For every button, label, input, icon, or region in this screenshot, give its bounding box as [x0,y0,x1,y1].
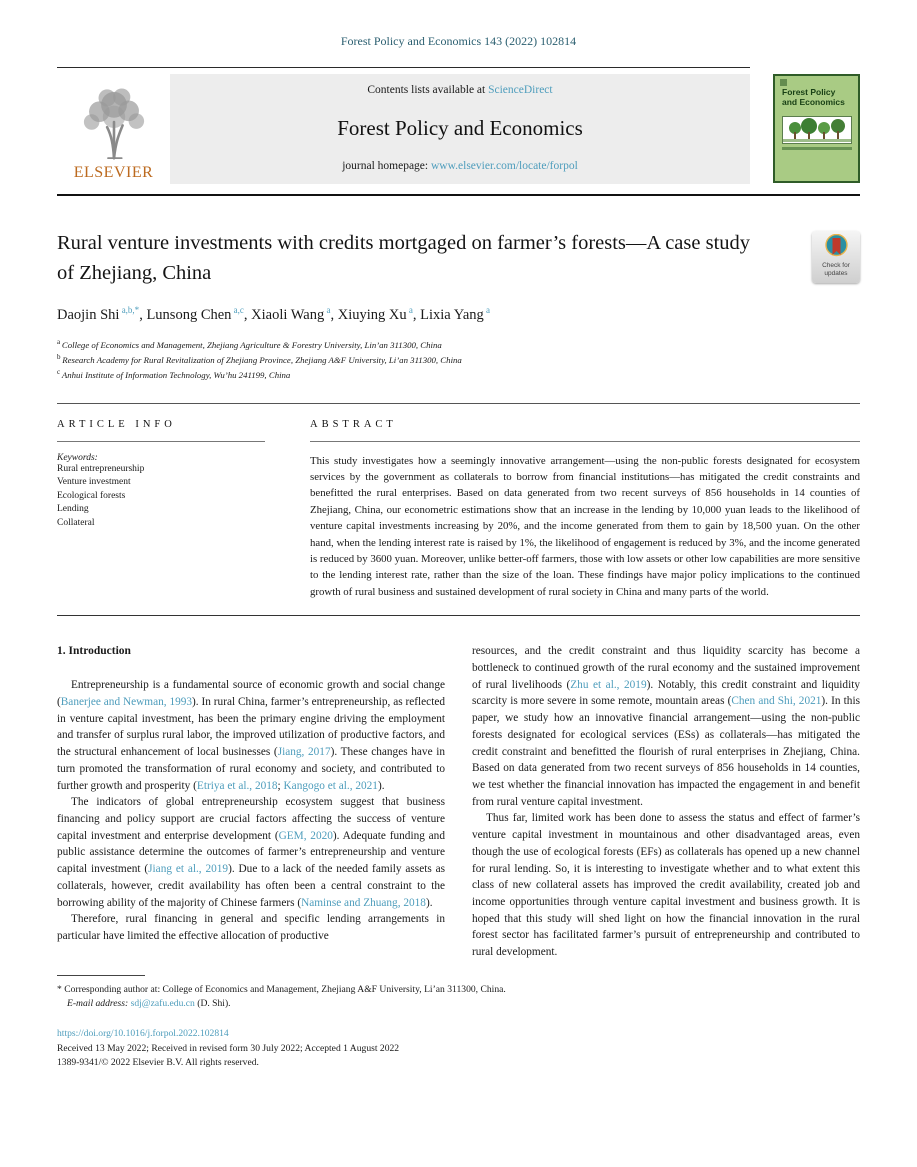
keyword: Rural entrepreneurship [57,463,145,474]
paragraph [57,997,860,1011]
journal-homepage-link[interactable]: www.elsevier.com/locate/forpol [430,160,578,172]
article-info-column [57,404,310,601]
text-run: Therefore, rural financing in general and specific lending arrangements in particular have limited the effective allocation of productive [57,913,445,943]
text-run: The indicators of global entrepreneurship ecosystem suggest that business financing and policy support are crucial factors affecting the success of venture capital investment and enterprise development ( [57,796,445,842]
author-affiliation-sup: a,c [231,305,244,316]
article-info-rule [57,441,265,442]
keyword: Ecological forests [57,490,126,501]
received-dates: Received 13 May 2022; Received in revised form 30 July 2022; Accepted 1 August 2022 [57,1042,400,1054]
text-run: ). These changes have in turn promoted the transformation of rural economy and society, and contributed to further growth and prosperity ( [57,746,446,792]
left-column-text [57,677,445,945]
citation-link[interactable]: Jiang et al., 2019 [148,863,229,876]
citation-link[interactable]: Chen and Shi, 2021 [731,695,822,708]
author-affiliation-sup: a,b,* [119,305,140,316]
right-column-text [472,643,860,961]
keyword: Collateral [57,517,95,528]
masthead-bottom-rule [57,194,860,196]
citation-link[interactable]: Naminse and Zhuang, 2018 [301,896,426,909]
author-affiliation-sup: a [406,305,413,316]
citation-link[interactable]: sdj@zafu.edu.cn [130,998,195,1010]
citation-link[interactable]: Banerjee and Newman, 1993 [60,695,193,708]
contents-line [176,84,744,96]
body-columns [57,643,860,961]
journal-citation: Forest Policy and Economics 143 (2022) 102814 [340,34,577,48]
author-list: Daojin Shi $^{a,b,*}$, Lunsong Chen $^{a,c}$, Xiaoli Wang $^a$, Xiuying Xu $^a$, Lixia Yang $^a$ [57,305,491,324]
elsevier-logo[interactable] [57,74,170,184]
citation-link[interactable]: GEM, 2020 [278,829,333,842]
text-run: ). In rural China, farmer’s entrepreneurship, as reflected in venture capital investment, has been the primary engine driving the employment and transfer of surplus rural labor, the improved utilization of productive factors, and the structural enhancement of local businesses ( [57,695,445,759]
abstract-text: This study investigates how a seemingly innovative arrangement—using the non-public forests designated for ecosystem services by the government as collaterals to borrow from financial institutions—has mitigated the credit constraints and benefitted the rural enterprises. Based on data generated from two recent surveys of 856 households in 14 counties of Zhejiang, China, our econometric estimations show that an increase in the lending by 10,000 yuan leads to the likelihood of venture capital investments increasing by 20%, and the income generated from them to gain by 18,500 yuan. On the other hand, when the lending interest rate is raised by 1%, the likelihood of engagement is reduced by 3%, and the income generated is reduced by 3600 yuan. Moreover, unlike better-off farmers, those with low assets or other low capabilities are more sensitive to the lending interest rate, rather than the size of the loan. These findings have major policy implications to the continued growth of rural business and sustained development of rural society in China and many parts of the world. [310,454,860,598]
header-top-rule [57,67,750,68]
citation-link[interactable]: Zhu et al., 2019 [570,678,647,691]
citation-link[interactable]: Jiang, 2017 [277,746,331,759]
cover-title: Forest Policy and Economics [782,87,845,107]
affiliation: $^b$ Research Academy for Rural Revitalization of Zhejiang Province, Zhejiang A&F University, Li’an 311300, China [57,353,462,366]
check-updates-icon [824,234,849,261]
text-run: (D. Shi). [194,998,231,1010]
journal-cover [773,74,860,183]
affiliation-list [57,337,860,382]
elsevier-tree-icon [71,81,157,163]
left-column [57,643,445,961]
author: Lunsong Chen $^{a,c}$ [146,305,244,324]
text-run: E-mail address: [67,998,131,1010]
text-run: ). Due to a lack of the needed family assets as collaterals, however, credit availability has often been a central constraint to the borrowing ability of the majority of Chinese farmers ( [57,863,445,909]
journal-banner [170,74,750,184]
text-run: Entrepreneurship is a fundamental source of economic growth and social change ( [57,679,445,708]
cover-trees-icon [783,117,851,143]
abstract-column [310,404,860,601]
right-column [472,643,860,961]
check-updates-label: Check for updates [822,262,850,278]
affiliation: $^a$ College of Economics and Management, Zhejiang Agriculture & Forestry University, Lin’an 311300, China [57,338,442,351]
author: Xiaoli Wang $^a$ [251,305,331,324]
text-run: * Corresponding author at: College of Economics and Management, Zhejiang A&F University, Li’an 311300, China. [57,983,506,995]
cover-illustration [782,116,852,144]
journal-cover-thumbnail[interactable] [773,74,860,184]
text-run: ). [377,779,385,792]
text-run: ). [425,896,433,909]
author: Lixia Yang $^a$ [420,305,491,324]
cover-logo-mark [780,79,787,86]
text-run: ). Adequate funding and public assistance determine the outcomes of farmer’s entrepreneurship and venture capital investment ( [57,829,445,876]
section-heading-introduction: 1. Introduction [57,645,131,658]
contents-prefix: Contents lists available at [367,84,489,96]
doi-link[interactable]: https://doi.org/10.1016/j.forpol.2022.102814 [57,1027,229,1039]
paragraph [57,911,445,944]
citation-link[interactable]: Etriya et al., 2018 [196,779,278,792]
paragraph [57,677,445,794]
abstract-bottom-rule [57,615,860,616]
abstract-heading: ABSTRACT [310,418,397,430]
affiliation: $^c$ Anhui Institute of Information Technology, Wu’hu 241199, China [57,368,291,381]
footnote-divider [57,975,145,976]
author: Daojin Shi $^{a,b,*}$ [57,305,140,324]
masthead [57,74,860,184]
homepage-line [176,160,744,172]
text-run: resources, and the credit constraint and thus liquidity scarcity has become a bottleneck to continued growth of the rural economy and the sustained improvement of rural livelihoods ( [472,645,860,691]
cover-caption-strip [782,147,852,150]
keywords-label: Keywords: [57,452,98,463]
sciencedirect-link[interactable]: ScienceDirect [488,84,553,96]
paragraph [57,983,860,997]
author-affiliation-sup: a [324,305,331,316]
article-info-heading: ARTICLE INFO [57,418,176,430]
article-title: Rural venture investments with credits mortgaged on farmer’s forests—A case study of Zhejiang, China [57,232,751,284]
abstract-rule [310,441,860,442]
author-affiliation-sup: a [483,305,491,316]
keyword: Lending [57,504,89,515]
text-run: Thus far, limited work has been done to assess the status and effect of farmer’s venture capital investment in mountainous and other disadvantaged areas, even though the use of ecological forests (EFs) as collaterals has opened up a new channel for rural lending. So, it is interesting to investigate whether and to what extent this class of new collateral assets has improved the credit availability, created job and income opportunities through venture capital investment and business growth. It is hoped that this study will shed light on how the financial innovation in the rural forest sector has facilitated farmer’s pursuit of entrepreneurship and contributed to rural development. [472,812,860,959]
paragraph [472,643,860,810]
paragraph [472,810,860,960]
keyword: Venture investment [57,477,131,488]
journal-title: Forest Policy and Economics [337,115,583,140]
homepage-prefix: journal homepage: [342,160,431,172]
text-run: ). Notably, this credit constraint and liquidity scarcity is more severe in some remote, mountain areas ( [472,678,861,708]
elsevier-wordmark: ELSEVIER [73,164,154,181]
info-abstract-grid [57,404,860,601]
footnote-block [57,983,860,1012]
issn-copyright: 1389-9341/© 2022 Elsevier B.V. All rights reserved. [57,1057,259,1069]
author: Xiuying Xu $^a$ [337,305,413,324]
check-for-updates-badge[interactable] [812,231,860,283]
keyword-list [57,463,310,530]
paragraph [57,794,445,911]
text-run: ). In this paper, we study how an innovative financial arrangement—using the non-public forests designated for ecological services (ESs) as collaterals—has mitigated the credit constraint and benefitted the flourish of rural enterprises in Zhejiang, China. Based on data generated from two recent surveys of 856 households in 14 counties, we test whether the financial innovation has impacted the engagement in and benefit from rural venture capital investment. [472,695,860,808]
title-row [57,229,860,288]
publication-info [57,1027,860,1072]
text-run: ; [277,779,284,792]
citation-link[interactable]: Kangogo et al., 2021 [283,779,378,792]
